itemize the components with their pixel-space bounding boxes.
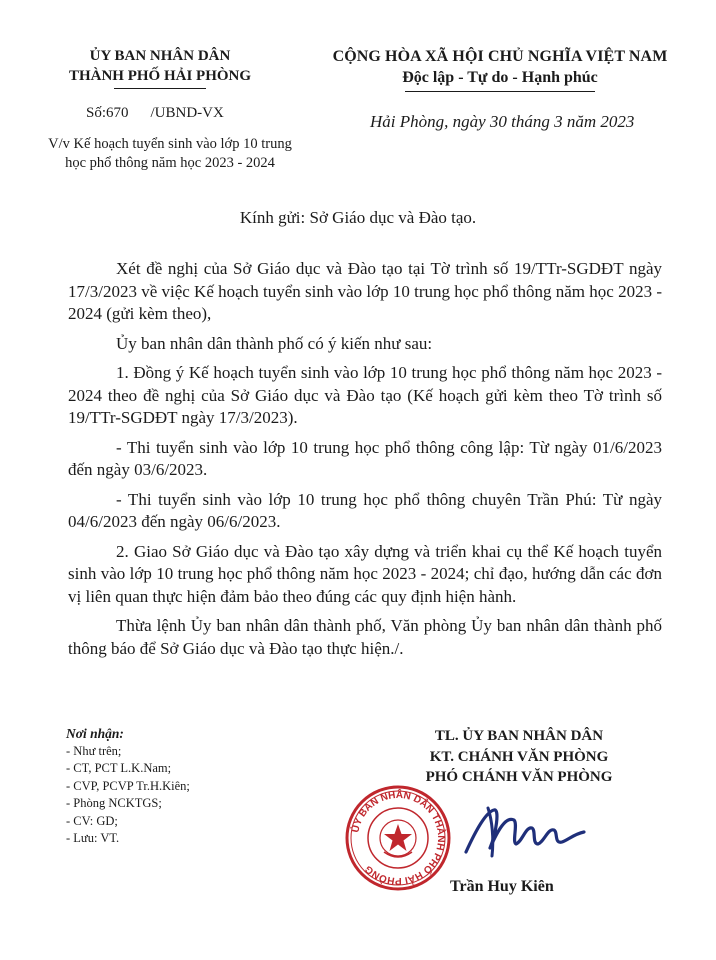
authority-line-2: KT. CHÁNH VĂN PHÒNG: [429, 748, 609, 765]
recipient-item: - CVP, PCVP Tr.H.Kiên;: [66, 778, 190, 793]
official-seal: [344, 784, 452, 892]
subject-line-2: học phổ thông năm học 2023 - 2024: [65, 155, 275, 171]
subject-line-1: V/v Kế hoạch tuyển sinh vào lớp 10 trung: [48, 136, 292, 152]
issue-date: Hải Phòng, ngày 30 tháng 3 năm 2023: [370, 112, 635, 131]
issuer-header: [40, 46, 280, 89]
body-paragraph: 1. Đồng ý Kế hoạch tuyển sinh vào lớp 10 trung học phổ thông năm học 2023 - 2024 theo đề nghị của Sở Giáo dục và Đào tạo (Kế hoạch gửi kèm theo Tờ trình số 19/TTr-SGDĐT ngày 17/3/2023).: [68, 363, 662, 427]
signature-authority: [384, 726, 654, 788]
national-motto: Độc lập - Tự do - Hạnh phúc: [402, 69, 598, 86]
issuer-line-2: THÀNH PHỐ HẢI PHÒNG: [68, 68, 252, 84]
body-paragraph: Thừa lệnh Ủy ban nhân dân thành phố, Văn phòng Ủy ban nhân dân thành phố thông báo để Sở Giáo dục và Đào tạo thực hiện./.: [68, 616, 662, 658]
recipient-item: - Lưu: VT.: [66, 831, 120, 845]
body-paragraph: - Thi tuyển sinh vào lớp 10 trung học phổ thông công lập: Từ ngày 01/6/2023 đến ngày 03/6/2023.: [68, 437, 662, 479]
recipients-list: [66, 725, 326, 848]
seal-star-icon: [384, 824, 412, 851]
national-header: [322, 46, 678, 92]
national-title: CỘNG HÒA XÃ HỘI CHỦ NGHĨA VIỆT NAM: [332, 48, 668, 65]
recipient-item: - Như trên;: [66, 743, 122, 758]
recipient-item: - CV: GD;: [66, 813, 118, 828]
document-number-value: 670: [106, 105, 129, 121]
issuer-line-1: ỦY BAN NHÂN DÂN: [89, 48, 231, 64]
body-paragraph: - Thi tuyển sinh vào lớp 10 trung học phổ thông chuyên Trần Phú: Từ ngày 04/6/2023 đến ngày 06/6/2023.: [68, 489, 662, 531]
recipient-item: - CT, PCT L.K.Nam;: [66, 761, 172, 775]
body-paragraph: Ủy ban nhân dân thành phố có ý kiến như sau:: [116, 333, 433, 353]
body-paragraph: Xét đề nghị của Sở Giáo dục và Đào tạo tại Tờ trình số 19/TTr-SGDĐT ngày 17/3/2023 về việc Kế hoạch tuyển sinh vào lớp 10 trung học phổ thông năm học 2023 - 2024 (gửi kèm theo),: [68, 259, 662, 323]
authority-line-3: PHÓ CHÁNH VĂN PHÒNG: [425, 769, 613, 785]
document-number-prefix: Số:: [86, 105, 107, 121]
signer-name: Trần Huy Kiên: [450, 878, 554, 895]
recipient-item: - Phòng NCKTGS;: [66, 796, 162, 810]
seal-text: ỦY BAN NHÂN DÂN THÀNH PHỐ HẢI PHÒNG: [350, 789, 447, 887]
handwritten-signature: [458, 790, 588, 870]
document-subject: [20, 135, 320, 173]
recipients-title: Nơi nhận:: [66, 726, 124, 741]
authority-line-1: TL. ỦY BAN NHÂN DÂN: [434, 728, 604, 744]
document-number: [86, 105, 224, 122]
addressee-line: Kính gửi: Sở Giáo dục và Đào tạo.: [239, 208, 477, 227]
body-paragraph: 2. Giao Sở Giáo dục và Đào tạo xây dựng và triển khai cụ thể Kế hoạch tuyển sinh vào lớp 10 trung học phổ thông năm học 2023 - 2024; chỉ đạo, hướng dẫn các đơn vị liên quan thực hiện đảm bảo theo đúng các quy định hiện hành.: [68, 541, 662, 606]
issuer-underline: [114, 88, 206, 89]
document-number-suffix: /UBND-VX: [150, 105, 224, 121]
document-body: [68, 258, 662, 660]
motto-underline: [405, 91, 595, 92]
